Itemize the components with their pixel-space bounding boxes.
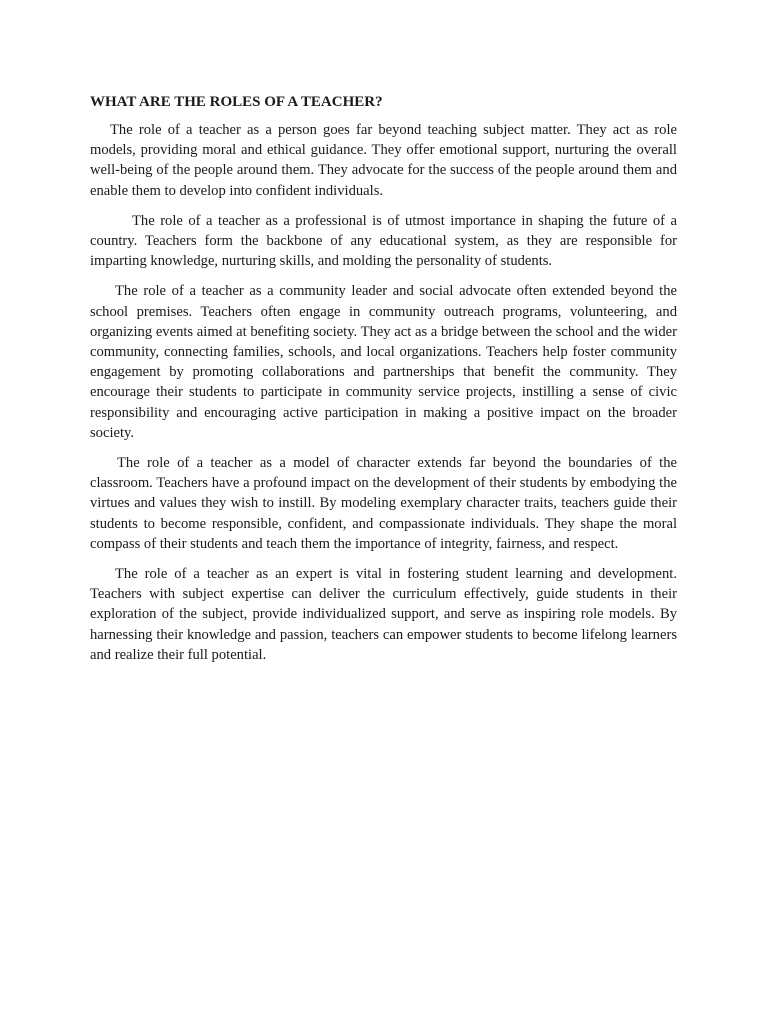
- document-title: WHAT ARE THE ROLES OF A TEACHER?: [90, 94, 383, 110]
- paragraph-teacher-as-expert: The role of a teacher as an expert is vital in fostering student learning and development. Teachers with subject expertise can deliver the curriculum effectively, guide students in their exploration of the subject, provide individualized support, and serve as inspiring role models. By harnessing their knowledge and passion, teachers can empower students to become lifelong learners and realize their full potential.: [90, 566, 677, 663]
- paragraph-teacher-as-model-of-character: The role of a teacher as a model of character extends far beyond the boundaries of the classroom. Teachers have a profound impact on the development of their students by embodying the virtues and values they wish to instill. By modeling exemplary character traits, teachers guide their students to become responsible, confident, and compassionate individuals. They shape the moral compass of their students and teach them the importance of integrity, fairness, and respect.: [90, 455, 677, 552]
- document-body: [90, 92, 677, 675]
- paragraph-teacher-as-community-leader: The role of a teacher as a community leader and social advocate often extended beyond the school premises. Teachers often engage in community outreach programs, volunteering, and organizing events aimed at benefiting society. They act as a bridge between the school and the wider community, connecting families, schools, and local organizations. Teachers help foster community engagement by promoting collaborations and partnerships that benefit the community. They encourage their students to participate in community service projects, instilling a sense of civic responsibility and encouraging active participation in making a positive impact on the broader society.: [90, 283, 677, 441]
- paragraph-teacher-as-professional: The role of a teacher as a professional is of utmost importance in shaping the future of a country. Teachers form the backbone of any educational system, as they are responsible for imparting knowledge, nurturing skills, and molding the personality of students.: [90, 212, 677, 270]
- paragraph-teacher-as-person: The role of a teacher as a person goes far beyond teaching subject matter. They act as role models, providing moral and ethical guidance. They offer emotional support, nurturing the overall well-being of the people around them. They advocate for the success of the people around them and enable them to develop into confident individuals.: [90, 122, 677, 199]
